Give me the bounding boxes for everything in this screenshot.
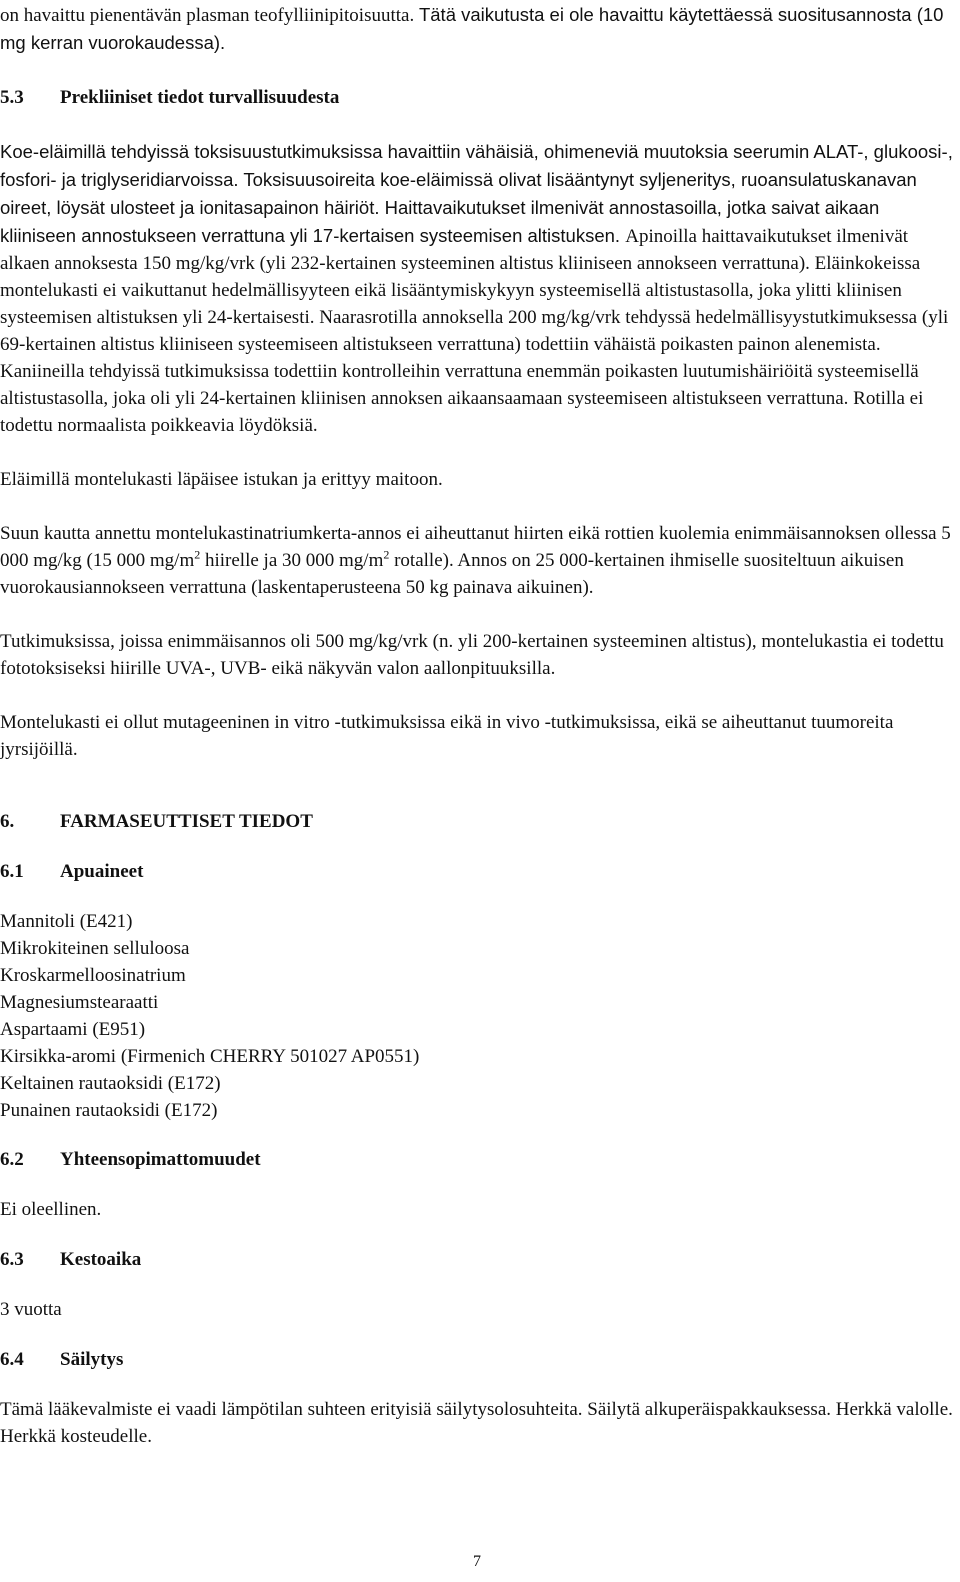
- paragraph-text-serif: Apinoilla haittavaikutukset ilmenivät alkaen annoksesta 150 mg/kg/vrk (yli 232-kertainen systeeminen altistus kliiniseen annokseen verrattuna). Eläinkokeissa montelukasti ei vaikuttanut hedelmällisyyteen eikä lisääntymiskykyyn systeemisellä altistustasolla, joka ylitti kliinisen systeemisen altistuksen yli 24-kertaisesti. Naarasrotilla annoksella 200 mg/kg/vrk tehdyssä hedelmällisyystutkimuksessa (yli 69-kertainen altistus kliiniseen systeemiseen altistukseen verrattuna) todettiin vähäistä poikasten painon alenemista. Kaniineilla tehdyissä tutkimuksissa todettiin kontrolleihin verrattuna enemmän poikasten luutumishäiriöitä systeemisellä altistustasolla, joka oli yli 24-kertainen kliinisen annoksen aikaansaamaan systeemiseen altistukseen verrattuna. Rotilla ei todettu normaalista poikkeavia löydöksiä.: [0, 226, 949, 436]
- list-item: Mikrokiteinen selluloosa: [0, 938, 190, 959]
- superscript: 2: [383, 547, 390, 562]
- section-6-3-heading: [0, 1246, 956, 1273]
- section-title: Yhteensopimattomuudet: [60, 1149, 261, 1170]
- section-5-3-paragraph-1: [0, 138, 956, 439]
- superscript: 2: [194, 547, 201, 562]
- intro-paragraph: [0, 1, 956, 57]
- section-6-3-text: 3 vuotta: [0, 1299, 62, 1320]
- section-6-heading: [0, 808, 956, 835]
- list-item: Magnesiumstearaatti: [0, 992, 159, 1013]
- section-number: 6.2: [0, 1149, 24, 1170]
- section-5-3-paragraph-3: [0, 520, 956, 601]
- intro-text-serif: on havaittu pienentävän plasman teofylliinipitoisuutta.: [0, 5, 419, 26]
- excipients-list: [0, 908, 956, 1124]
- paragraph-text: rotalle). Annos on 25 000-kertainen ihmiselle suositeltuun aikuisen vuorokausiannokseen verrattuna (laskentaperusteena 50 kg painava aikuinen).: [0, 550, 904, 598]
- section-title: Prekliiniset tiedot turvallisuudesta: [60, 87, 340, 108]
- section-5-3-heading: [0, 84, 956, 111]
- section-number: 6.3: [0, 1249, 24, 1270]
- list-item: Punainen rautaoksidi (E172): [0, 1100, 218, 1121]
- section-title: FARMASEUTTISET TIEDOT: [60, 811, 313, 832]
- section-6-1-heading: [0, 858, 956, 885]
- section-6-2-heading: [0, 1146, 956, 1173]
- document-body: [0, 1, 956, 1450]
- list-item: Kirsikka-aromi (Firmenich CHERRY 501027 AP0551): [0, 1046, 420, 1067]
- section-5-3-paragraph-2: Eläimillä montelukasti läpäisee istukan ja erittyy maitoon.: [0, 469, 443, 490]
- section-5-3-paragraph-4: Tutkimuksissa, joissa enimmäisannos oli 500 mg/kg/vrk (n. yli 200-kertainen systeeminen altistus), montelukastia ei todettu fototoksiseksi hiirille UVA-, UVB- eikä näkyvän valon aallonpituuksilla.: [0, 631, 944, 679]
- section-number: 6.4: [0, 1349, 24, 1370]
- page-number: 7: [473, 1553, 481, 1570]
- section-title: Kestoaika: [60, 1249, 142, 1270]
- paragraph-text: hiirelle ja 30 000 mg/m: [200, 550, 384, 571]
- paragraph-text-sans: Koe-eläimillä tehdyissä toksisuustutkimuksissa havaittiin vähäisiä, ohimeneviä muutoksia seerumin ALAT-, glukoosi-, fosfori- ja triglyseridiarvoissa. Toksisuusoireita koe-eläimissä olivat lisääntynyt syljeneritys, ruoansulatuskanavan oireet, löysät ulosteet ja ionitasapainon häiriöt. Haittavaikutukset ilmenivät annostasoilla, jotka saivat aikaan kliiniseen annostukseen verrattuna yli 17-kertaisen systeemisen altistuksen.: [0, 141, 953, 246]
- list-item: Aspartaami (E951): [0, 1019, 146, 1040]
- section-title: Säilytys: [60, 1349, 124, 1370]
- section-6-2-text: Ei oleellinen.: [0, 1199, 102, 1220]
- section-number: 6.: [0, 811, 15, 832]
- list-item: Keltainen rautaoksidi (E172): [0, 1073, 221, 1094]
- list-item: Kroskarmelloosinatrium: [0, 965, 186, 986]
- section-5-3-paragraph-5: Montelukasti ei ollut mutageeninen in vitro -tutkimuksissa eikä in vivo -tutkimuksissa, eikä se aiheuttanut tuumoreita jyrsijöillä.: [0, 712, 894, 760]
- section-title: Apuaineet: [60, 861, 144, 882]
- intro-text-sans: Tätä vaikutusta ei ole havaittu käytettäessä suositusannosta (10 mg kerran vuorokaudessa).: [0, 4, 944, 53]
- paragraph-text: Suun kautta annettu montelukastinatriumkerta-annos ei aiheuttanut hiirten eikä rottien kuolemia enimmäisannoksen ollessa 5 000 mg/kg (15 000 mg/m: [0, 523, 951, 571]
- section-6-4-heading: [0, 1346, 956, 1373]
- section-number: 5.3: [0, 87, 24, 108]
- section-6-4-text: Tämä lääkevalmiste ei vaadi lämpötilan suhteen erityisiä säilytysolosuhteita. Säilytä alkuperäispakkauksessa. Herkkä valolle. Herkkä kosteudelle.: [0, 1399, 953, 1447]
- section-number: 6.1: [0, 861, 24, 882]
- list-item: Mannitoli (E421): [0, 911, 133, 932]
